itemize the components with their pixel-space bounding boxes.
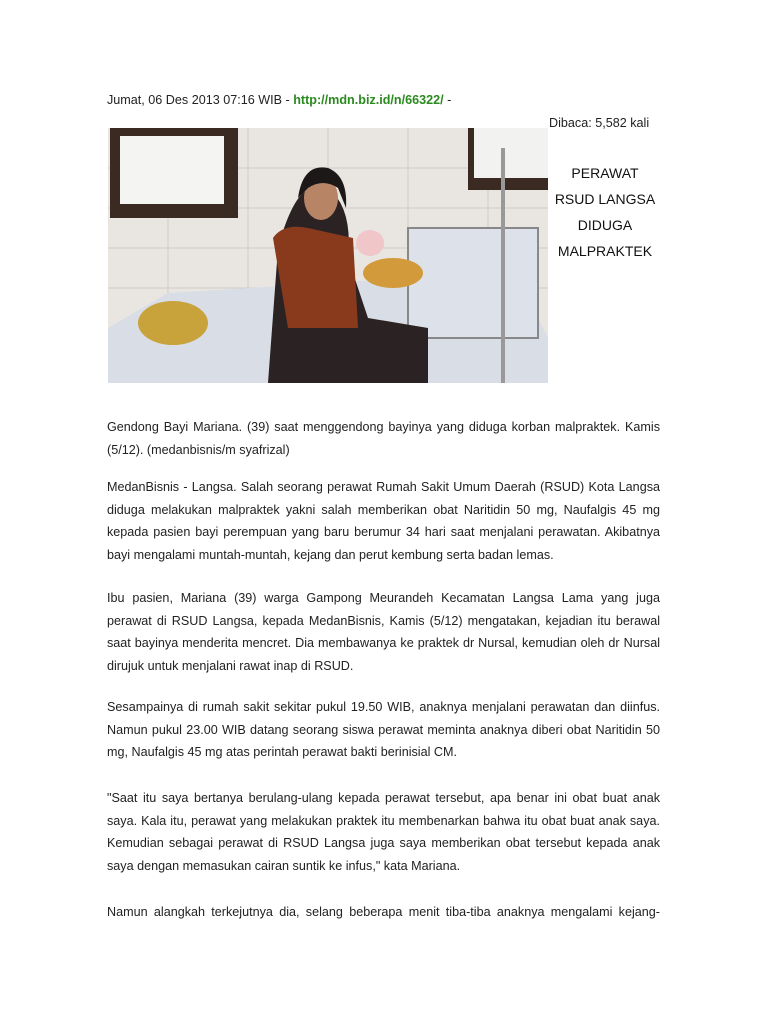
paragraph: MedanBisnis - Langsa. Salah seorang perawat Rumah Sakit Umum Daerah (RSUD) Kota Langsa diduga melakukan malpraktek yakni salah memberikan obat Naritidin 50 mg, Naufalgis 45 mg kepada pasien bayi perempuan yang baru berumur 34 hari saat menjalani perawatan. Akibatnya bayi mengalami muntah-muntah, kejang dan perut kembung serta badan lemas.	[107, 480, 660, 562]
meta-separator: -	[443, 93, 452, 107]
article-photo	[108, 128, 548, 383]
article-title	[549, 160, 661, 264]
paragraph: Namun alangkah terkejutnya dia, selang beberapa menit tiba-tiba anaknya mengalami kejang-	[107, 905, 660, 919]
paragraph: "Saat itu saya bertanya berulang-ulang kepada perawat tersebut, apa benar ini obat buat anak saya. Kala itu, perawat yang melakukan praktek itu membenarkan bahwa itu obat buat anak saya. Kemudian sebagai perawat di RSUD Langsa juga saya memberikan obat tersebut kepada anak saya dengan memasukan cairan suntik ke infus," kata Mariana.	[107, 791, 660, 873]
title-line: RSUD LANGSA	[554, 191, 656, 207]
hospital-photo	[108, 128, 548, 383]
article-link[interactable]: http://mdn.biz.id/n/66322/	[293, 93, 444, 107]
paragraph: Sesampainya di rumah sakit sekitar pukul 19.50 WIB, anaknya menjalani perawatan dan diinfus. Namun pukul 23.00 WIB datang seorang siswa perawat meminta anaknya diberi obat Naritidin 50 mg, Naufalgis 45 mg atas perintah perawat bakti berinisial CM.	[107, 700, 660, 759]
title-line: DIDUGA	[577, 217, 633, 233]
title-line: PERAWAT	[571, 165, 639, 181]
paragraph: Ibu pasien, Mariana (39) warga Gampong Meurandeh Kecamatan Langsa Lama yang juga perawat di RSUD Langsa, kepada MedanBisnis, Kamis (5/12) mengatakan, kejadian itu berawal saat bayinya menderita mencret. Dia membawanya ke praktek dr Nursal, kemudian oleh dr Nursal dirujuk untuk menjalani rawat inap di RSUD.	[107, 591, 660, 673]
article-meta	[107, 93, 451, 107]
title-line: MALPRAKTEK	[557, 243, 653, 259]
view-count: Dibaca: 5,582 kali	[549, 116, 650, 130]
photo-caption: Gendong Bayi Mariana. (39) saat menggendong bayinya yang diduga korban malpraktek. Kamis (5/12). (medanbisnis/m syafrizal)	[107, 420, 660, 457]
publish-date: Jumat, 06 Des 2013 07:16 WIB -	[107, 93, 294, 107]
